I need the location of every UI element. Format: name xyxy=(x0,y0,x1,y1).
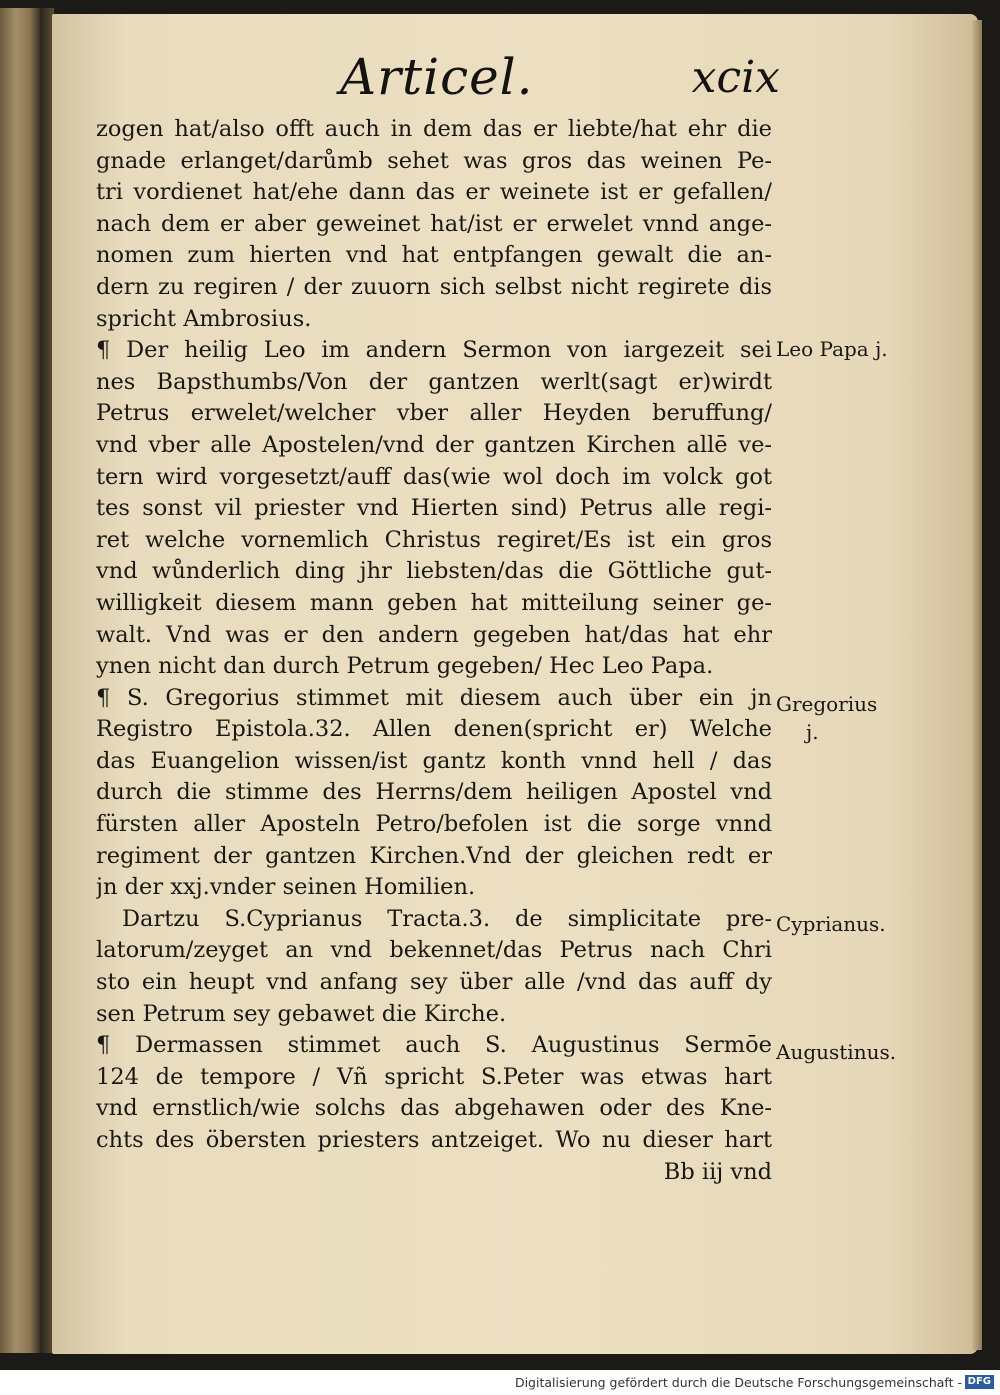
text-line: vnd wůnderlich ding jhr liebsten/das die Göttliche gut- xyxy=(96,558,772,585)
text-line: nomen zum hierten vnd hat entpfangen gewalt die an- xyxy=(96,242,772,269)
text-line: vnd vber alle Apostelen/vnd der gantzen Kirchen allē ve- xyxy=(96,431,772,458)
text-line: zogen hat/also offt auch in dem das er liebte/hat ehr die xyxy=(96,116,772,142)
dfg-logo: DFG xyxy=(965,1375,994,1389)
marginal-note-leo: Leo Papa j. xyxy=(776,337,888,361)
folio-number: xcix xyxy=(691,52,780,103)
catchword: Bb iij vnd xyxy=(663,1158,772,1185)
text-line: ¶ Der heilig Leo im andern Sermon von iargezeit sei xyxy=(96,337,772,364)
text-line: das Euangelion wissen/ist gantz konth vnnd hell / das xyxy=(96,747,772,774)
text-line: tern wird vorgesetzt/auff das(wie wol doch im volck got xyxy=(96,463,772,490)
text-line: durch die stimme des Herrns/dem heiligen Apostel vnd xyxy=(96,779,772,806)
marginal-note-gregorius: Gregorius xyxy=(776,692,878,716)
footer-bar xyxy=(0,1370,1000,1395)
text-line: chts des öbersten priesters antzeiget. Wo nu dieser hart xyxy=(96,1127,772,1153)
funding-credit: Digitalisierung gefördert durch die Deutsche Forschungsgemeinschaft - xyxy=(514,1375,962,1390)
text-line: ret welche vornemlich Christus regiret/Es ist ein gros xyxy=(96,526,772,553)
text-line: ¶ Dermassen stimmet auch S. Augustinus Sermōe xyxy=(96,1032,772,1059)
text-line: sen Petrum sey gebawet die Kirche. xyxy=(96,1000,507,1027)
page-fore-edge xyxy=(972,20,982,1350)
text-line: spricht Ambrosius. xyxy=(96,305,312,332)
text-line: nach dem er aber geweinet hat/ist er erwelet vnnd ange- xyxy=(96,210,772,237)
text-line: ¶ S. Gregorius stimmet mit diesem auch über ein jn xyxy=(96,684,772,711)
text-line: fürsten aller Aposteln Petro/befolen ist die sorge vnnd xyxy=(96,811,772,838)
text-line: tri vordienet hat/ehe dann das er weinete ist er gefallen/ xyxy=(96,179,772,206)
text-line: walt. Vnd was er den andern gegeben hat/das hat ehr xyxy=(96,621,772,648)
text-line: 124 de tempore / Vñ spricht S.Peter was etwas hart xyxy=(96,1063,772,1090)
text-line: jn der xxj.vnder seinen Homilien. xyxy=(96,874,476,901)
text-line: Dartzu S.Cyprianus Tracta.3. de simplicitate pre- xyxy=(122,905,772,932)
body-text xyxy=(96,114,772,1188)
text-line: nes Bapsthumbs/Von der gantzen werlt(sagt er)wirdt xyxy=(96,368,772,395)
running-head: Articel. xyxy=(340,48,534,106)
text-line: ynen nicht dan durch Petrum gegeben/ Hec Leo Papa. xyxy=(96,653,714,680)
marginal-note-gregorius-number: j. xyxy=(806,720,819,744)
text-line: gnade erlanget/darůmb sehet was gros das weinen Pe- xyxy=(96,147,772,174)
text-line: sto ein heupt vnd anfang sey über alle /vnd das auff dy xyxy=(96,969,772,996)
text-line: tes sonst vil priester vnd Hierten sind) Petrus alle regi- xyxy=(96,495,772,522)
text-line: Registro Epistola.32. Allen denen(spricht er) Welche xyxy=(96,716,772,743)
text-line: regiment der gantzen Kirchen.Vnd der gleichen redt er xyxy=(96,842,772,869)
page-header xyxy=(340,48,780,108)
text-line: vnd ernstlich/wie solchs das abgehawen oder des Kne- xyxy=(96,1095,772,1122)
text-line: willigkeit diesem mann geben hat mitteilung seiner ge- xyxy=(96,589,772,616)
text-line: dern zu regiren / der zuuorn sich selbst nicht regirete dis xyxy=(96,273,772,300)
marginal-note-cyprianus: Cyprianus. xyxy=(776,912,886,936)
text-line: latorum/zeyget an vnd bekennet/das Petrus nach Chri xyxy=(96,937,772,964)
marginal-note-augustinus: Augustinus. xyxy=(776,1040,897,1064)
text-line: Petrus erwelet/welcher vber aller Heyden beruffung/ xyxy=(96,400,772,427)
facing-page-edge xyxy=(0,8,40,1353)
